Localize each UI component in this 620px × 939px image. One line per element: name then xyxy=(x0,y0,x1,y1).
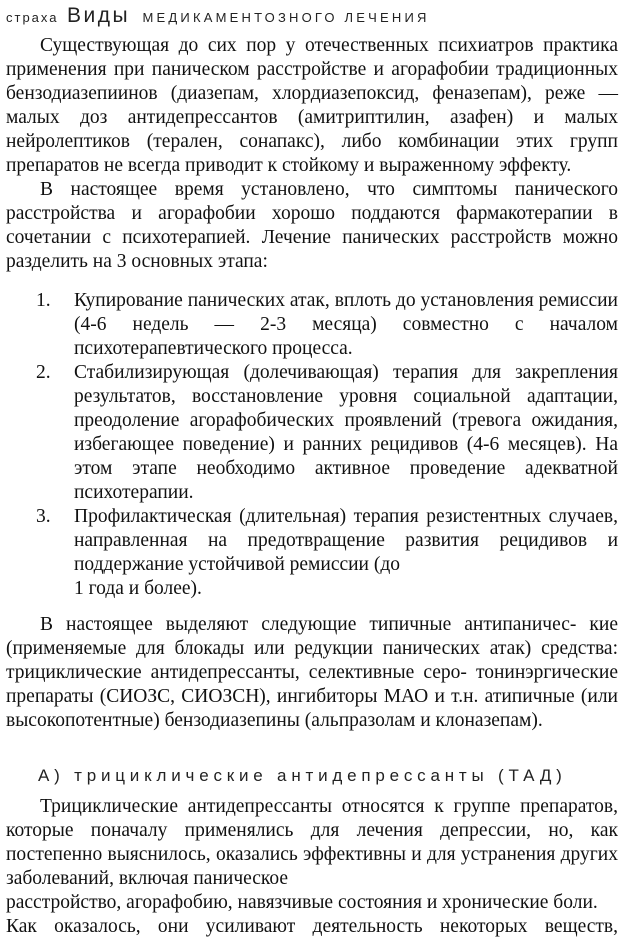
header-title-big: Виды xyxy=(66,4,131,27)
paragraph-1: Существующая до сих пор у отечественных психиатров практика применения при паническом расстройстве и агорафобии традиционных бензодиазепиинов (диазепам, хлордиазепоксид, феназепам), реже — малых доз антидепрессантов (амитриптилин, азафен) и малых нейролептиков (терален, сонапакс), либо комбинации этих групп препаратов не всегда приводит к стойкому и выраженному эффекту. xyxy=(6,35,618,176)
paragraph-4-continuation-2: Как оказалось, они усиливают деятельность некоторых веществ, xyxy=(6,916,618,937)
list-item-text-tail: 1 года и более). xyxy=(74,578,202,599)
list-item-text: Купирование панических атак, вплоть до установления ремиссии (4-6 недель — 2-3 месяца) совместно с началом психотерапевтического процесса. xyxy=(74,290,618,359)
paragraph-4-text: Трициклические антидепрессанты относятся к группе препаратов, которые поначалу применялись для лечения депрессии, но, как постепенно выяснилось, оказались эффективны и для устранения других заболеваний, включая паническое xyxy=(6,796,618,889)
section-title: А) трициклические антидепрессанты (ТАД) xyxy=(38,766,567,785)
list-item-number: 1. xyxy=(36,290,51,311)
list-item-number: 2. xyxy=(36,362,51,383)
running-header xyxy=(6,4,430,28)
header-title-caps: МЕДИКАМЕНТОЗНОГО ЛЕЧЕНИЯ xyxy=(142,10,430,25)
list-item-text: Стабилизирующая (долечивающая) терапия для закрепления результатов, восстановление уровня социальной адаптации, преодоление агорафобических проявлений (тревога ожидания, избегающее поведение) и ранних рецидивов (4-6 месяцев). На этом этапе необходимо активное проведение адекватной психотерапии. xyxy=(74,362,618,503)
list-item xyxy=(36,505,618,601)
list-item xyxy=(36,361,618,505)
header-prefix: страха xyxy=(6,10,59,25)
paragraph-2: В настоящее время установлено, что симптомы панического расстройства и агорафобии хорошо поддаются фармакотерапии в сочетании с психотерапией. Лечение панических расстройств можно разделить на 3 основных этапа: xyxy=(6,179,618,272)
list-item xyxy=(36,289,618,361)
list-item-text: Профилактическая (длительная) терапия резистентных случаев, направленная на предотвращение развития рецидивов и поддержание устойчивой ремиссии (до xyxy=(74,506,618,575)
list-item-number: 3. xyxy=(36,506,51,527)
stages-list xyxy=(36,289,618,601)
paragraph-4 xyxy=(6,795,618,939)
paragraph-3: В настоящее выделяют следующие типичные антипаничес- кие (применяемые для блокады или редукции панических атак) средства: трициклические антидепрессанты, селективные серо- тонинэргические препараты (СИОЗС, СИОЗСН), ингибиторы МАО и т.н. атипичные (или высокопотентные) бензодиазепины (альпразолам и клоназепам). xyxy=(6,614,618,731)
paragraph-4-continuation-1: расстройство, агорафобию, навязчивые состояния и хронические боли. xyxy=(6,892,598,913)
